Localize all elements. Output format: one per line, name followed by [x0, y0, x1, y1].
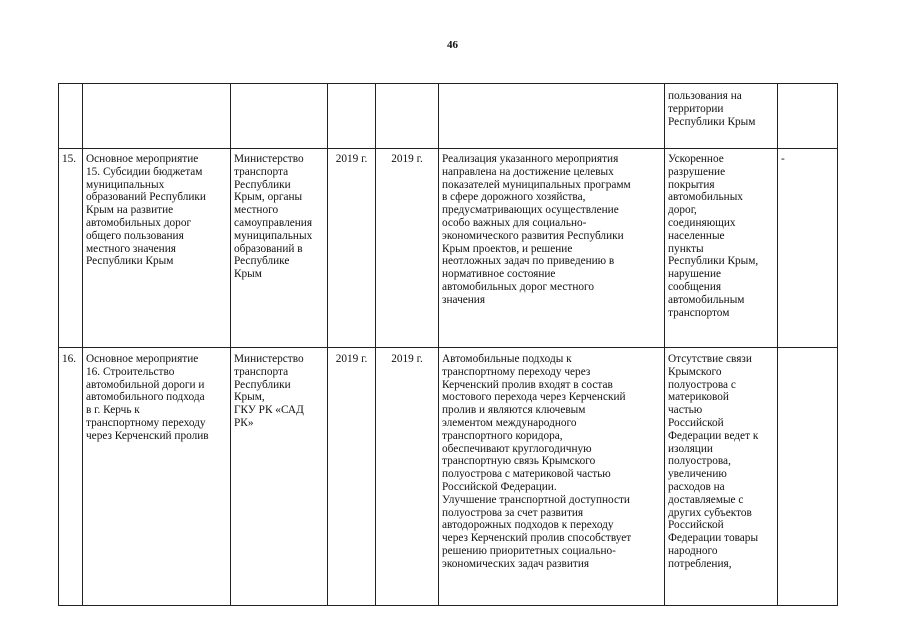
cell-executor: Министерство транспорта Республики Крым, органы местного самоуправления муниципальных образований в Республике Крым — [231, 149, 328, 348]
measures-table — [58, 83, 838, 606]
table-row-continuation — [59, 84, 838, 149]
cell-link — [778, 84, 838, 149]
cell-start-year: 2019 г. — [328, 348, 376, 606]
page-number: 46 — [447, 39, 458, 51]
table-row — [59, 149, 838, 348]
cell-num — [59, 84, 83, 149]
cell-end-year: 2019 г. — [376, 348, 439, 606]
cell-num: 15. — [59, 149, 83, 348]
cell-consequences: пользования на территории Республики Крым — [665, 84, 778, 149]
cell-measure: Основное мероприятие 15. Субсидии бюджетам муниципальных образований Республики Крым на развитие автомобильных дорог общего пользования местного значения Республики Крым — [83, 149, 231, 348]
cell-executor: Министерство транспорта Республики Крым, ГКУ РК «САД РК» — [231, 348, 328, 606]
cell-link — [778, 348, 838, 606]
cell-measure — [83, 84, 231, 149]
cell-num: 16. — [59, 348, 83, 606]
cell-measure: Основное мероприятие 16. Строительство автомобильной дороги и автомобильного подхода в г. Керчь к транспортному переходу через Керченский пролив — [83, 348, 231, 606]
cell-end-year — [376, 84, 439, 149]
cell-result: Автомобильные подходы к транспортному переходу через Керченский пролив входят в состав мостового перехода через Керченский пролив и являются ключевым элементом международного транспортного коридора, обеспечивают круглогодичную транспортную связь Крымского полуострова с материковой частью Российской Федерации. Улучшение транспортной доступности полуострова за счет развития автодорожных подходов к переходу через Керченский пролив способствует решению приоритетных социально- экономических задач развития — [439, 348, 665, 606]
cell-result: Реализация указанного мероприятия направлена на достижение целевых показателей муниципальных программ в сфере дорожного хозяйства, предусматривающих осуществление особо важных для социально- экономического развития Республики Крым проектов, и решение неотложных задач по приведению в нормативное состояние автомобильных дорог местного значения — [439, 149, 665, 348]
cell-executor — [231, 84, 328, 149]
cell-link: - — [778, 149, 838, 348]
cell-start-year: 2019 г. — [328, 149, 376, 348]
cell-consequences: Отсутствие связи Крымского полуострова с материковой частью Российской Федерации ведет к изоляции полуострова, увеличению расходов на доставляемые с других субъектов Российской Федерации товары народного потребления, — [665, 348, 778, 606]
cell-result — [439, 84, 665, 149]
cell-start-year — [328, 84, 376, 149]
table-row — [59, 348, 838, 606]
cell-end-year: 2019 г. — [376, 149, 439, 348]
cell-consequences: Ускоренное разрушение покрытия автомобильных дорог, соединяющих населенные пункты Республики Крым, нарушение сообщения автомобильным транспортом — [665, 149, 778, 348]
